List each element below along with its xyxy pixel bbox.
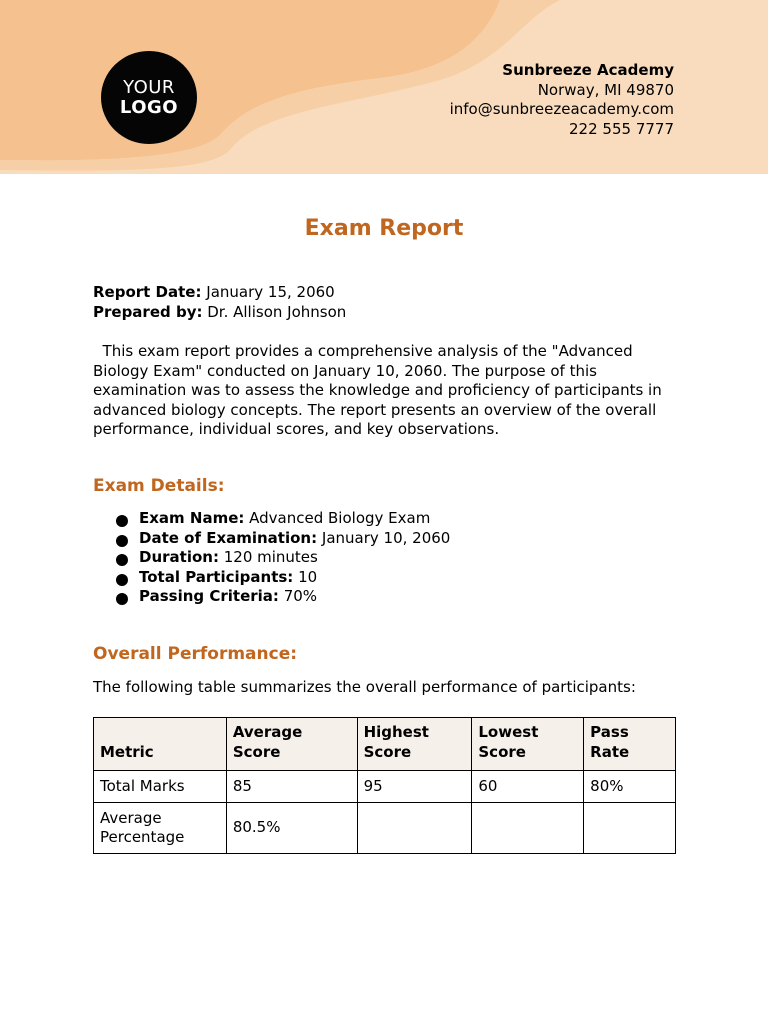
bullet-icon: [116, 574, 128, 586]
list-item: [116, 509, 450, 529]
organization-name: Sunbreeze Academy: [502, 61, 674, 79]
organization-info: [450, 61, 674, 139]
exam-details-list: [116, 509, 450, 607]
column-header: Highest Score: [357, 718, 472, 771]
header-banner: [0, 0, 768, 174]
table-header-row: [94, 718, 676, 771]
bullet-icon: [116, 554, 128, 566]
detail-value: 10: [298, 567, 318, 586]
report-date-line: [93, 283, 346, 303]
column-header: Pass Rate: [584, 718, 676, 771]
table-cell: Average Percentage: [94, 803, 227, 854]
table-cell: Total Marks: [94, 771, 227, 803]
table-cell: [584, 803, 676, 854]
detail-label: Date of Examination:: [139, 528, 318, 547]
logo-line-2: LOGO: [119, 96, 179, 118]
table-cell: 95: [357, 771, 472, 803]
prepared-by-label: Prepared by:: [93, 302, 203, 321]
list-item: [116, 587, 450, 607]
bullet-icon: [116, 515, 128, 527]
logo: [101, 51, 197, 144]
table-cell: [357, 803, 472, 854]
organization-email: info@sunbreezeacademy.com: [449, 100, 674, 118]
table-cell: 80.5%: [226, 803, 357, 854]
column-header: Lowest Score: [472, 718, 584, 771]
organization-phone: 222 555 7777: [569, 119, 674, 138]
table-row: [94, 771, 676, 803]
detail-value: 120 minutes: [223, 548, 318, 567]
column-header: Metric: [94, 718, 227, 771]
bullet-icon: [116, 535, 128, 547]
list-item: [116, 529, 450, 549]
table-cell: 80%: [584, 771, 676, 803]
detail-label: Passing Criteria:: [139, 587, 279, 606]
exam-details-heading: Exam Details:: [93, 476, 225, 496]
prepared-by-value: Dr. Allison Johnson: [207, 302, 347, 321]
report-meta: [93, 283, 346, 322]
report-date-label: Report Date:: [93, 283, 202, 301]
intro-text: This exam report provides a comprehensive analysis of the "Advanced Biology Exam" conducted on January 10, 2060. The purpose of this examination was to assess the knowledge and proficiency of participants in advanced biology concepts. The report presents an overview of the overall performance, individual scores, and key observations.: [93, 342, 662, 438]
report-date-value: January 15, 2060: [206, 283, 335, 301]
list-item: [116, 568, 450, 588]
detail-label: Total Participants:: [139, 567, 294, 586]
prepared-by-line: [93, 303, 346, 323]
table-cell: 60: [472, 771, 584, 803]
detail-value: 70%: [283, 587, 318, 606]
page-title: Exam Report: [304, 216, 464, 241]
table-cell: [472, 803, 584, 854]
logo-line-1: YOUR: [123, 76, 175, 98]
list-item: [116, 548, 450, 568]
overall-performance-heading: Overall Performance:: [93, 644, 298, 664]
detail-value: Advanced Biology Exam: [249, 509, 431, 527]
table-row: [94, 803, 676, 854]
detail-label: Duration:: [139, 548, 219, 567]
table-cell: 85: [226, 771, 357, 803]
bullet-icon: [116, 593, 128, 605]
organization-address: Norway, MI 49870: [537, 80, 674, 99]
column-header: Average Score: [226, 718, 357, 771]
detail-label: Exam Name:: [139, 509, 245, 527]
table-intro: The following table summarizes the overall performance of participants:: [93, 678, 636, 696]
performance-table: [93, 717, 676, 854]
intro-paragraph: [93, 342, 673, 440]
detail-value: January 10, 2060: [321, 528, 451, 547]
